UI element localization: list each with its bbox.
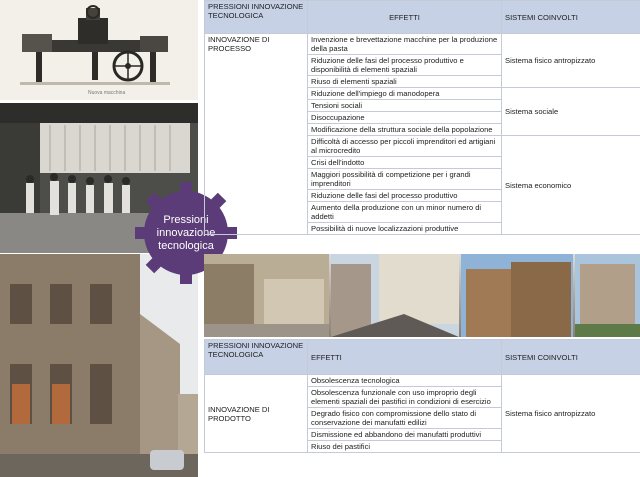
effect-cell: Disoccupazione [308,112,502,124]
photo-caption: Nuova macchina [88,90,126,96]
header-pressioni: PRESSIONI INNOVAZIONE TECNOLOGICA [205,340,308,375]
effect-cell: Riuso di elementi spaziali [308,76,502,88]
effect-cell: Modificazione della struttura sociale della popolazione [308,124,502,136]
street-building-photo [0,254,198,477]
effect-cell: Crisi dell'indotto [308,157,502,169]
street-photos-strip [204,254,640,337]
effect-cell: Riduzione delle fasi del processo produttivo e disponibilità di elementi spaziali [308,55,502,76]
header-sistemi: SISTEMI COINVOLTI [502,1,640,34]
pasta-machine-photo [0,0,198,100]
effect-cell: Obsolescenza tecnologica [308,375,502,387]
effect-cell: Riduzione dell'impiego di manodopera [308,88,502,100]
effect-cell: Riuso dei pastifici [308,441,502,453]
badge-line-2: innovazione [156,226,216,239]
system-cell: Sistema economico [502,136,640,235]
system-cell: Sistema sociale [502,88,640,136]
street-strip-illustration [204,254,640,337]
street-illustration [0,254,198,477]
badge-line-3: tecnologica [158,239,214,252]
category-product: INNOVAZIONE DI PRODOTTO [205,375,308,453]
header-effetti: EFFETTI [308,1,502,34]
header-sistemi: SISTEMI COINVOLTI [502,340,640,375]
header-effetti: EFFETTI [308,340,502,375]
header-pressioni: PRESSIONI INNOVAZIONE TECNOLOGICA [205,1,308,34]
process-effects-table [204,0,640,235]
effect-cell: Degrado fisico con compromissione dello stato di conservazione dei manufatti edilizi [308,408,502,429]
effect-cell: Invenzione e brevettazione macchine per la produzione della pasta [308,34,502,55]
effect-cell: Maggiori possibilità di competizione per i grandi imprenditori [308,169,502,190]
effect-cell: Tensioni sociali [308,100,502,112]
effect-cell: Possibilità di nuove localizzazioni produttive [308,223,502,235]
effect-cell: Dismissione ed abbandono dei manufatti produttivi [308,429,502,441]
pasta-machine-illustration [0,0,198,100]
badge-line-1: Pressioni [163,213,209,226]
effect-cell: Difficoltà di accesso per piccoli imprenditori ed artigiani al microcredito [308,136,502,157]
effect-cell: Aumento della produzione con un minor numero di addetti [308,202,502,223]
category-process: INNOVAZIONE DI PROCESSO [205,34,308,235]
effect-cell: Riduzione delle fasi del processo produttivo [308,190,502,202]
product-effects-table [204,339,640,453]
effect-cell: Obsolescenza funzionale con uso improprio degli elementi spaziali dei pastifici in condizioni di esercizio [308,387,502,408]
system-cell: Sistema fisico antropizzato [502,34,640,88]
system-cell: Sistema fisico antropizzato [502,375,640,453]
